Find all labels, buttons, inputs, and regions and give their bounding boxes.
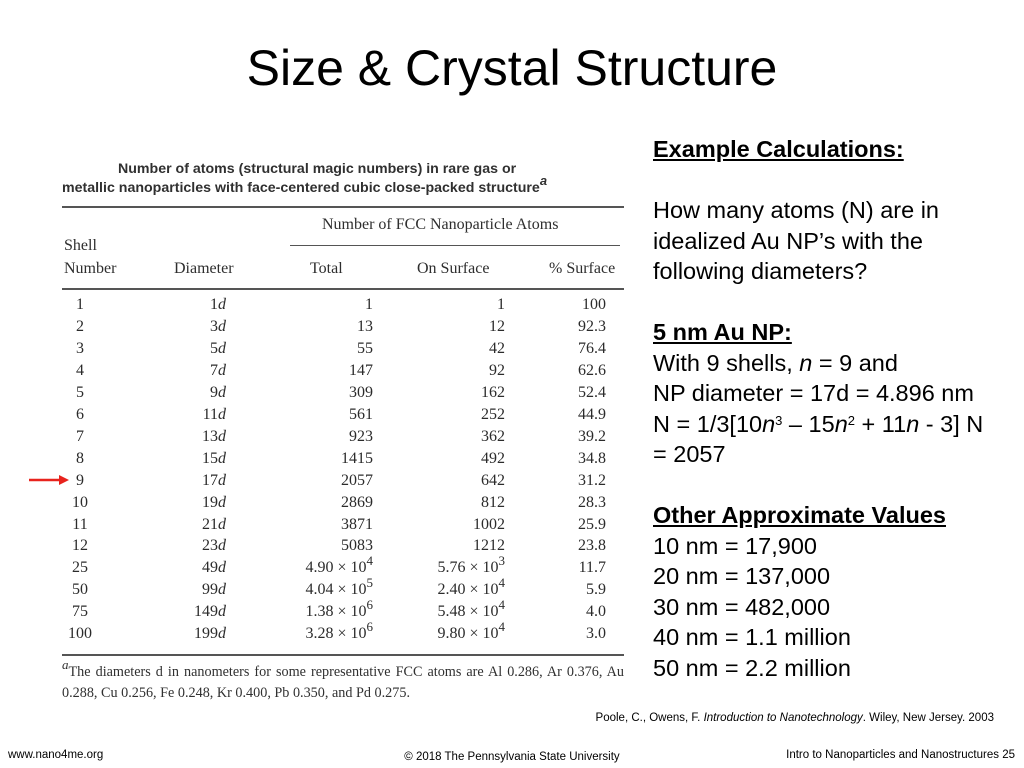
cell-diameter: 19d: [202, 494, 226, 511]
cell-surface-atoms: 42: [489, 340, 505, 357]
col-header-shell-2: Number: [64, 260, 117, 277]
cell-surface-atoms: 642: [481, 472, 505, 489]
cell-percent-surface: 3.0: [586, 625, 606, 642]
cell-total-atoms: 55: [357, 340, 373, 357]
cell-surface-atoms: 1002: [473, 516, 505, 533]
col-header-percent-surface: % Surface: [549, 260, 616, 277]
cell-shell-number: 7: [76, 428, 84, 445]
citation-publisher: . Wiley, New Jersey. 2003: [862, 712, 994, 724]
cell-surface-atoms: 252: [481, 406, 505, 423]
cell-diameter: 149d: [194, 603, 226, 620]
cell-percent-surface: 92.3: [578, 318, 606, 335]
cell-shell-number: 4: [76, 362, 84, 379]
cell-diameter: 7d: [210, 362, 226, 379]
cell-diameter: 5d: [210, 340, 226, 357]
approx-value-30nm: 30 nm = 482,000: [653, 593, 831, 620]
cell-shell-number: 12: [72, 537, 88, 554]
cell-diameter: 15d: [202, 450, 226, 467]
cell-diameter: 9d: [210, 384, 226, 401]
cell-diameter: 49d: [202, 559, 226, 576]
cell-percent-surface: 34.8: [578, 450, 606, 467]
table-bottom-rule: [62, 654, 624, 656]
col-header-shell-1: Shell: [64, 237, 97, 254]
question-line-3: following diameters?: [653, 258, 868, 284]
footer-website: www.nano4me.org: [8, 749, 104, 761]
col-header-on-surface: On Surface: [417, 260, 490, 277]
formula-line: $N = 1/3[10n^3 - 15n^2 + 11n - 3]$ N: [653, 410, 984, 437]
cell-shell-number: 6: [76, 406, 84, 423]
cell-total-atoms: $3.28 \times 10^6$: [305, 619, 373, 642]
cell-diameter: 17d: [202, 472, 226, 489]
cell-surface-atoms: $2.40 \times 10^4$: [437, 575, 505, 598]
cell-total-atoms: 147: [349, 362, 373, 379]
au-5nm-heading: 5 nm Au NP:: [653, 319, 792, 345]
cell-percent-surface: 44.9: [578, 406, 606, 423]
approx-value-10nm: 10 nm = 17,900: [653, 532, 817, 559]
citation-book-title: Introduction to Nanotechnology: [703, 712, 863, 724]
cell-percent-surface: 100: [582, 296, 606, 313]
table-caption: [62, 160, 628, 198]
question-line-1: How many atoms (N) are in: [653, 197, 939, 223]
cell-surface-atoms: 12: [489, 318, 505, 335]
cell-shell-number: 9: [76, 472, 84, 489]
diameter-line: NP diameter = 17d = 4.896 nm: [653, 380, 974, 406]
cell-total-atoms: $1.38 \times 10^6$: [305, 597, 373, 620]
table-caption-line-1: Number of atoms (structural magic numbers) in rare gas or: [118, 161, 517, 177]
cell-diameter: 23d: [202, 537, 226, 554]
cell-total-atoms: 923: [349, 428, 373, 445]
cell-total-atoms: $4.04 \times 10^5$: [305, 575, 373, 598]
cell-shell-number: 75: [72, 603, 88, 620]
table-caption-line-2: metallic nanoparticles with face-centered cubic close-packed structure: [62, 180, 540, 196]
cell-diameter: 3d: [210, 318, 226, 335]
approx-value-20nm: 20 nm = 137,000: [653, 563, 831, 589]
table-top-rule: [62, 206, 624, 208]
cell-shell-number: 11: [72, 516, 88, 533]
col-header-diameter: Diameter: [174, 260, 234, 277]
citation-authors: Poole, C., Owens, F.: [595, 712, 701, 724]
other-values-heading: Other Approximate Values: [653, 502, 946, 528]
cell-diameter: 99d: [202, 581, 226, 598]
footer-copyright: © 2018 The Pennsylvania State University: [404, 751, 620, 763]
approx-value-50nm: 50 nm = 2.2 million: [653, 654, 851, 681]
approx-value-40nm: 40 nm = 1.1 million: [653, 624, 851, 650]
cell-shell-number: 5: [76, 384, 84, 401]
table-group-rule: [290, 245, 620, 246]
table-group-header: Number of FCC Nanoparticle Atoms: [322, 216, 559, 233]
shells-line: With 9 shells, n = 9 and: [653, 349, 898, 376]
cell-shell-number: 2: [76, 318, 84, 335]
arrow-right-icon: [28, 472, 70, 488]
example-calculations-heading: Example Calculations:: [653, 136, 904, 162]
cell-shell-number: 10: [72, 494, 88, 511]
footnote-mark: a: [62, 657, 69, 672]
cell-surface-atoms: $5.76 \times 10^3$: [437, 553, 505, 576]
cell-percent-surface: 11.7: [578, 559, 606, 576]
cell-total-atoms: 2057: [341, 472, 373, 489]
table-caption-mark: a: [539, 173, 548, 188]
cell-percent-surface: 25.9: [578, 516, 606, 533]
cell-total-atoms: 5083: [341, 537, 373, 554]
cell-percent-surface: 23.8: [578, 537, 606, 554]
cell-percent-surface: 39.2: [578, 428, 606, 445]
cell-percent-surface: 28.3: [578, 494, 606, 511]
cell-total-atoms: 1: [365, 296, 373, 313]
cell-surface-atoms: 92: [489, 362, 505, 379]
col-header-total: Total: [310, 260, 343, 277]
cell-shell-number: 8: [76, 450, 84, 467]
footnote-text: The diameters d in nanometers for some representative FCC atoms are Al 0.286, Ar 0.376, Au 0.288, Cu 0.256, Fe 0.248, Kr 0.400, Pb 0.350, and Pd 0.275.: [62, 664, 624, 701]
cell-total-atoms: 2869: [341, 494, 373, 511]
book-citation: [0, 712, 994, 724]
table-footnote: [62, 657, 624, 704]
cell-total-atoms: 3871: [341, 516, 373, 533]
cell-percent-surface: 52.4: [578, 384, 606, 401]
cell-surface-atoms: 162: [481, 384, 505, 401]
cell-surface-atoms: 1212: [473, 537, 505, 554]
cell-percent-surface: 31.2: [578, 472, 606, 489]
cell-surface-atoms: 812: [481, 494, 505, 511]
cell-diameter: 1d: [210, 296, 226, 313]
cell-diameter: 21d: [202, 516, 226, 533]
cell-shell-number: 50: [72, 581, 88, 598]
cell-percent-surface: 76.4: [578, 340, 606, 357]
cell-percent-surface: 4.0: [586, 603, 606, 620]
cell-surface-atoms: $5.48 \times 10^4$: [437, 597, 505, 620]
cell-shell-number: 1: [76, 296, 84, 313]
atoms-table-image: [62, 160, 632, 705]
question-line-2: idealized Au NP’s with the: [653, 227, 923, 254]
cell-total-atoms: 1415: [341, 450, 373, 467]
cell-shell-number: 25: [72, 559, 88, 576]
calculation-notes: [653, 134, 1023, 683]
cell-shell-number: 100: [68, 625, 92, 642]
cell-total-atoms: 561: [349, 406, 373, 423]
cell-diameter: 11d: [202, 406, 226, 423]
cell-surface-atoms: $9.80 \times 10^4$: [437, 619, 505, 642]
cell-diameter: 13d: [202, 428, 226, 445]
table-header-rule: [62, 288, 624, 290]
cell-diameter: 199d: [194, 625, 226, 642]
cell-total-atoms: $4.90 \times 10^4$: [305, 553, 373, 576]
cell-surface-atoms: 362: [481, 428, 505, 445]
cell-percent-surface: 62.6: [578, 362, 606, 379]
cell-total-atoms: 309: [349, 384, 373, 401]
cell-percent-surface: 5.9: [586, 581, 606, 598]
cell-surface-atoms: 492: [481, 450, 505, 467]
footer-course-page: Intro to Nanoparticles and Nanostructures 25: [786, 749, 1015, 761]
cell-surface-atoms: 1: [497, 296, 505, 313]
slide-title: Size & Crystal Structure: [246, 40, 778, 96]
cell-shell-number: 3: [76, 340, 84, 357]
result-line: = 2057: [653, 441, 726, 467]
cell-total-atoms: 13: [357, 318, 373, 335]
